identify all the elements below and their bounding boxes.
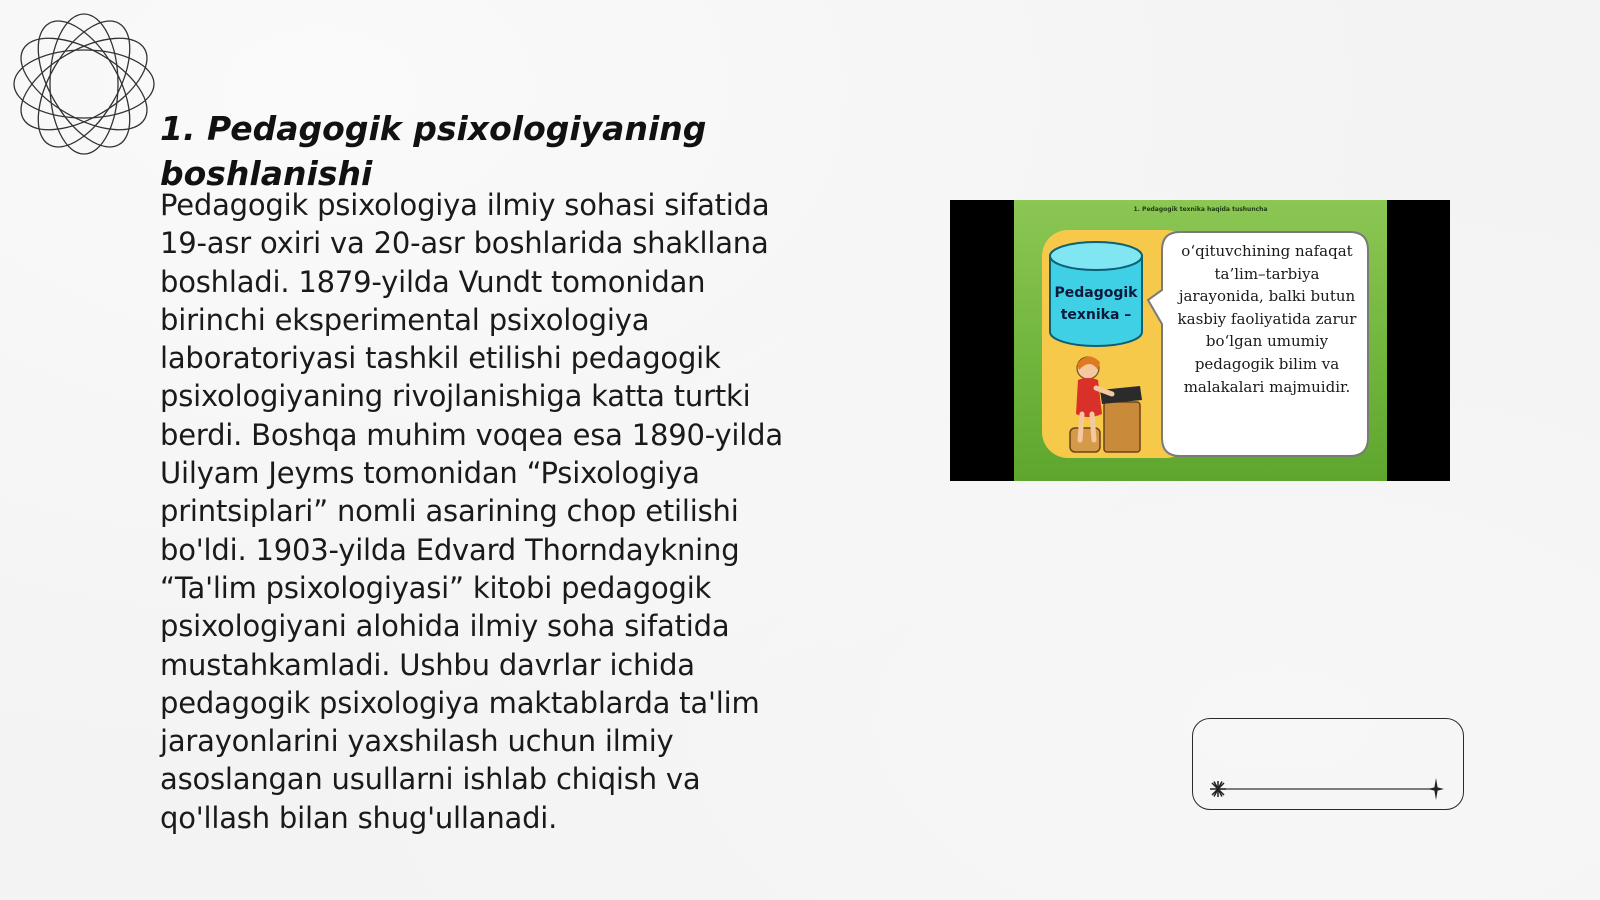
decorative-line — [1204, 778, 1444, 800]
cylinder-label: Pedagogik texnika – — [1054, 285, 1138, 323]
four-point-star-icon — [1428, 778, 1444, 800]
slide-title: 1. Pedagogik psixologiyaning boshlanishi — [160, 109, 707, 193]
slide-body-text: Pedagogik psixologiya ilmiy sohasi sifatida 19-asr oxiri va 20-asr boshlarida shakllana boshladi. 1879-yilda Vundt tomonidan birinchi eksperimental psixologiya laboratoriyasi tashkil etilishi pedagogik psixologiyaning rivojlanishiga katta turtki berdi. Boshqa muhim voqea esa 1890-yilda Uilyam Jeyms tomonidan “Psixologiya printsiplari” nomli asarining chop etilishi bo'ldi. 1903-yilda Edvard Thorndaykning “Ta'lim psixologiyasi” kitobi pedagogik psixologiyani alohida ilmiy soha sifatida mustahkamladi. Ushbu davrlar ichida pedagogik psixologiya maktablarda ta'lim jarayonlarini yaxshilash uchun ilmiy asoslangan usullarni ishlab chiqish va qo'llash bilan shug'ullanadi. — [160, 188, 783, 835]
illustration-slide-background — [1014, 200, 1387, 481]
decorative-rings-icon — [8, 8, 160, 160]
sparkle-icon — [1210, 781, 1226, 797]
illustration-image — [950, 200, 1450, 481]
teacher-figure-icon — [1064, 350, 1144, 455]
illustration-caption: 1. Pedagogik texnika haqida tushuncha — [1133, 206, 1268, 213]
speech-bubble-text: o‘qituvchining nafaqat ta’lim–tarbiya jarayonida, balki butun kasbiy faoliyatida zarur bo‘lgan umumiy pedagogik bilim va malakalari majmuidir. — [1177, 242, 1357, 396]
